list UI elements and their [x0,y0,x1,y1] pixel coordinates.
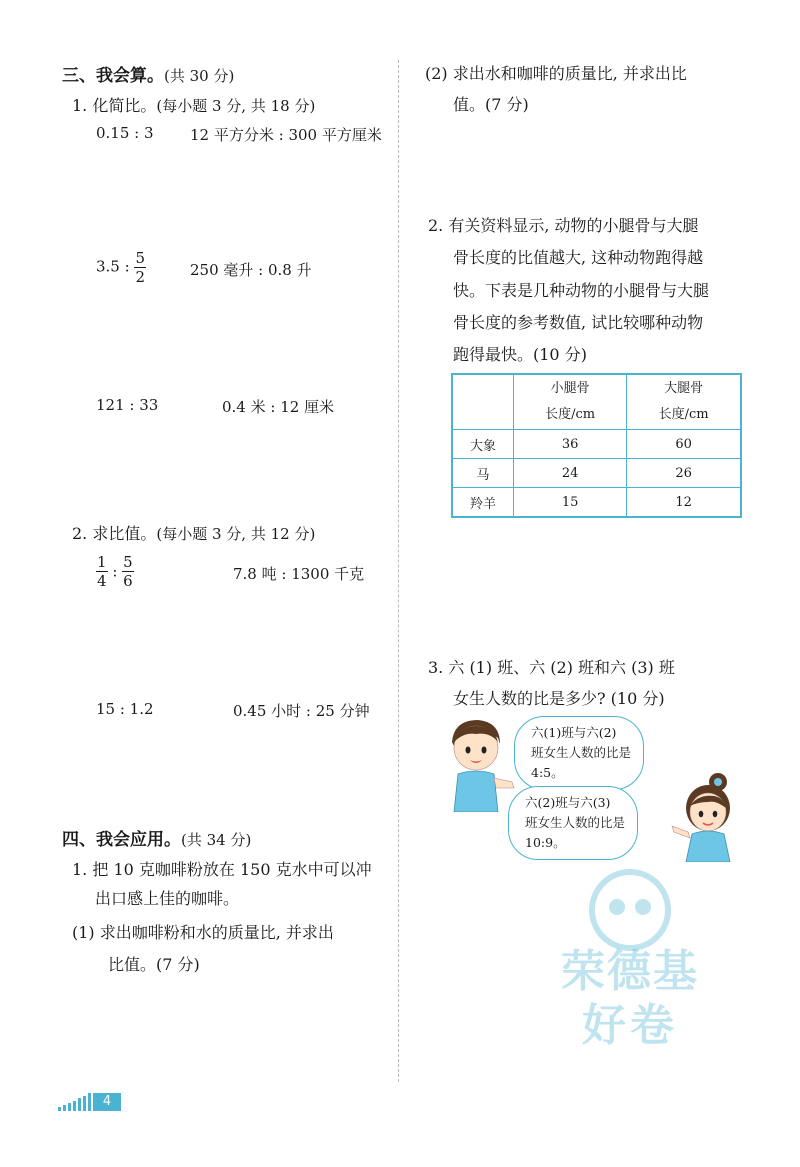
expr-frac-ratio: $\frac{1}{4}$ : $\frac{5}{6}$ [97,553,133,590]
expr-0-15-3: 0.15 : 3 [96,124,154,142]
section4-q1-sub1-line1: (1) 求出咖啡粉和水的质量比, 并求出 [72,923,334,942]
section4-q1-line1: 1. 把 10 克咖啡粉放在 150 克水中可以冲 [72,860,372,879]
fraction-5-6: $\frac{5}{6}$ [123,553,133,590]
section3-q2-label: 2. 求比值。(每小题 3 分, 共 12 分) [72,524,316,543]
section4-title: 四、我会应用。(共 34 分) [62,830,252,850]
expr-weight-ratio: 7.8 吨 : 1300 千克 [233,565,365,583]
table-cell: 羚羊 [452,488,514,518]
page-number: 4 [93,1093,121,1111]
section4-q1-sub1-line2: 比值。(7 分) [108,955,200,974]
page-bars-icon [58,1093,92,1111]
expr-length-ratio: 0.4 米 : 12 厘米 [222,398,335,416]
table-header-cell [452,374,514,430]
expr-volume-ratio: 250 毫升 : 0.8 升 [190,261,312,279]
table-row [452,488,741,518]
section4-q2-line1: 2. 有关资料显示, 动物的小腿骨与大腿 [428,216,699,235]
table-cell: 大象 [452,430,514,459]
table-cell: 12 [627,488,741,518]
section4-q1-sub2-line2: 值。(7 分) [453,95,529,114]
section4-q2-line5: 跑得最快。(10 分) [453,345,587,364]
section4-q1-line2: 出口感上佳的咖啡。 [95,889,240,908]
section4-q3-line2: 女生人数的比是多少? (10 分) [453,689,665,708]
speech-bubble-1: 六(1)班与六(2) 班女生人数的比是 4:5。 [514,716,644,790]
watermark-text-1: 荣德基 [561,946,699,997]
table-cell: 24 [514,459,627,488]
section3-title: 三、我会算。(共 30 分) [62,66,235,86]
column-divider [398,60,399,1082]
table-header-row [452,374,741,430]
girl-illustration [668,772,748,862]
section3-q1-label: 1. 化简比。(每小题 3 分, 共 18 分) [72,96,316,115]
expr-15-1-2: 15 : 1.2 [96,700,154,718]
table-header-cell: 小腿骨 长度/cm [514,374,627,430]
table-header-cell: 大腿骨 长度/cm [627,374,741,430]
table-cell: 60 [627,430,741,459]
expr-area-ratio: 12 平方分米 : 300 平方厘米 [190,126,382,144]
table-cell: 36 [514,430,627,459]
speech-bubble-2: 六(2)班与六(3) 班女生人数的比是 10:9。 [508,786,638,860]
section4-q2-line4: 骨长度的参考数值, 试比较哪种动物 [453,313,704,332]
expr-121-33: 121 : 33 [96,396,159,414]
section4-q3-line1: 3. 六 (1) 班、六 (2) 班和六 (3) 班 [428,658,675,677]
fraction-1-4: $\frac{1}{4}$ [97,553,107,590]
table-row [452,459,741,488]
table-row [452,430,741,459]
section4-q2-line3: 快。下表是几种动物的小腿骨与大腿 [453,281,710,300]
bone-length-table [451,373,742,518]
boy-illustration [440,712,520,812]
section4-q1-sub2-line1: (2) 求出水和咖啡的质量比, 并求出比 [425,64,687,83]
table-cell: 15 [514,488,627,518]
table-cell: 26 [627,459,741,488]
section4-q2-line2: 骨长度的比值越大, 这种动物跑得越 [453,248,704,267]
expr-time-ratio: 0.45 小时 : 25 分钟 [233,702,370,720]
expr-3-5-frac: 3.5 : $\frac{5}{2}$ [96,249,146,286]
watermark-text-2: 好卷 [582,1000,678,1051]
fraction-5-2: $\frac{5}{2}$ [135,249,146,286]
table-cell: 马 [452,459,514,488]
